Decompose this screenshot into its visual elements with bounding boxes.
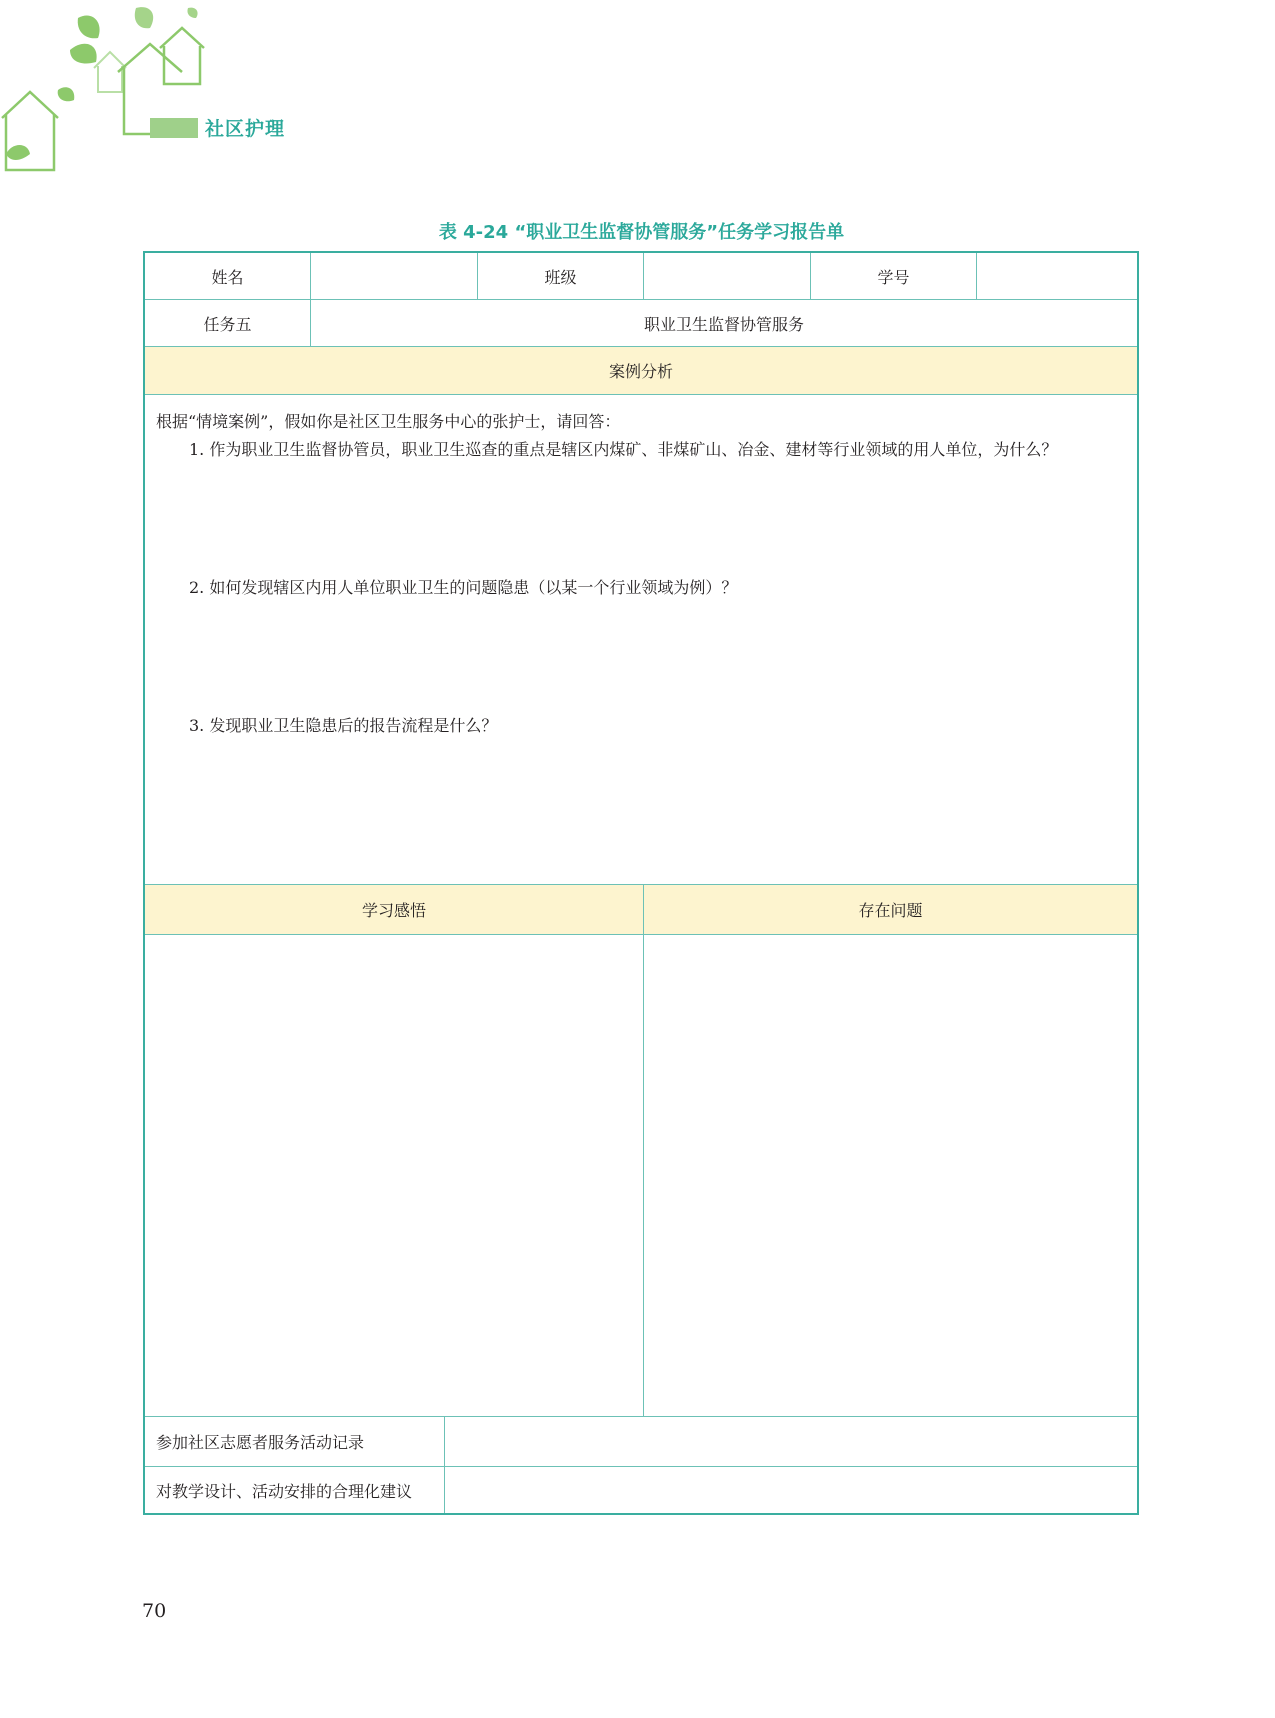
case-analysis-body[interactable] [145, 395, 1137, 885]
task-label: 任务五 [145, 300, 311, 347]
case-intro: 根据“情境案例”，假如你是社区卫生服务中心的张护士，请回答： [156, 412, 621, 431]
problems-answer-area[interactable] [644, 935, 1137, 1417]
task-value: 职业卫生监督协管服务 [311, 300, 1137, 347]
question-1: 1. 作为职业卫生监督协管员，职业卫生巡查的重点是辖区内煤矿、非煤矿山、冶金、建材等行业领域的用人单位，为什么？ [189, 440, 1058, 459]
suggestion-field[interactable] [445, 1467, 1137, 1513]
question-2: 2. 如何发现辖区内用人单位职业卫生的问题隐患（以某一个行业领域为例）？ [189, 578, 738, 597]
class-field[interactable] [644, 253, 811, 300]
report-form-table [143, 251, 1139, 1515]
student-id-label: 学号 [811, 253, 977, 300]
reflection-header: 学习感悟 [145, 885, 644, 935]
reflection-answer-area[interactable] [145, 935, 644, 1417]
problems-header: 存在问题 [644, 885, 1137, 935]
suggestion-label: 对教学设计、活动安排的合理化建议 [145, 1467, 445, 1513]
name-field[interactable] [311, 253, 478, 300]
section-title: 社区护理 [205, 118, 286, 140]
volunteer-record-label: 参加社区志愿者服务活动记录 [145, 1417, 445, 1467]
volunteer-record-field[interactable] [445, 1417, 1137, 1467]
table-caption: 表 4-24 “职业卫生监督协管服务”任务学习报告单 [438, 222, 845, 243]
name-label: 姓名 [145, 253, 311, 300]
case-analysis-header: 案例分析 [145, 347, 1137, 395]
question-3: 3. 发现职业卫生隐患后的报告流程是什么？ [189, 716, 498, 735]
student-id-field[interactable] [977, 253, 1137, 300]
header-accent-bar [150, 118, 198, 138]
page-number: 70 [142, 1600, 167, 1622]
class-label: 班级 [478, 253, 644, 300]
house-leaves-decoration-icon [0, 0, 300, 175]
